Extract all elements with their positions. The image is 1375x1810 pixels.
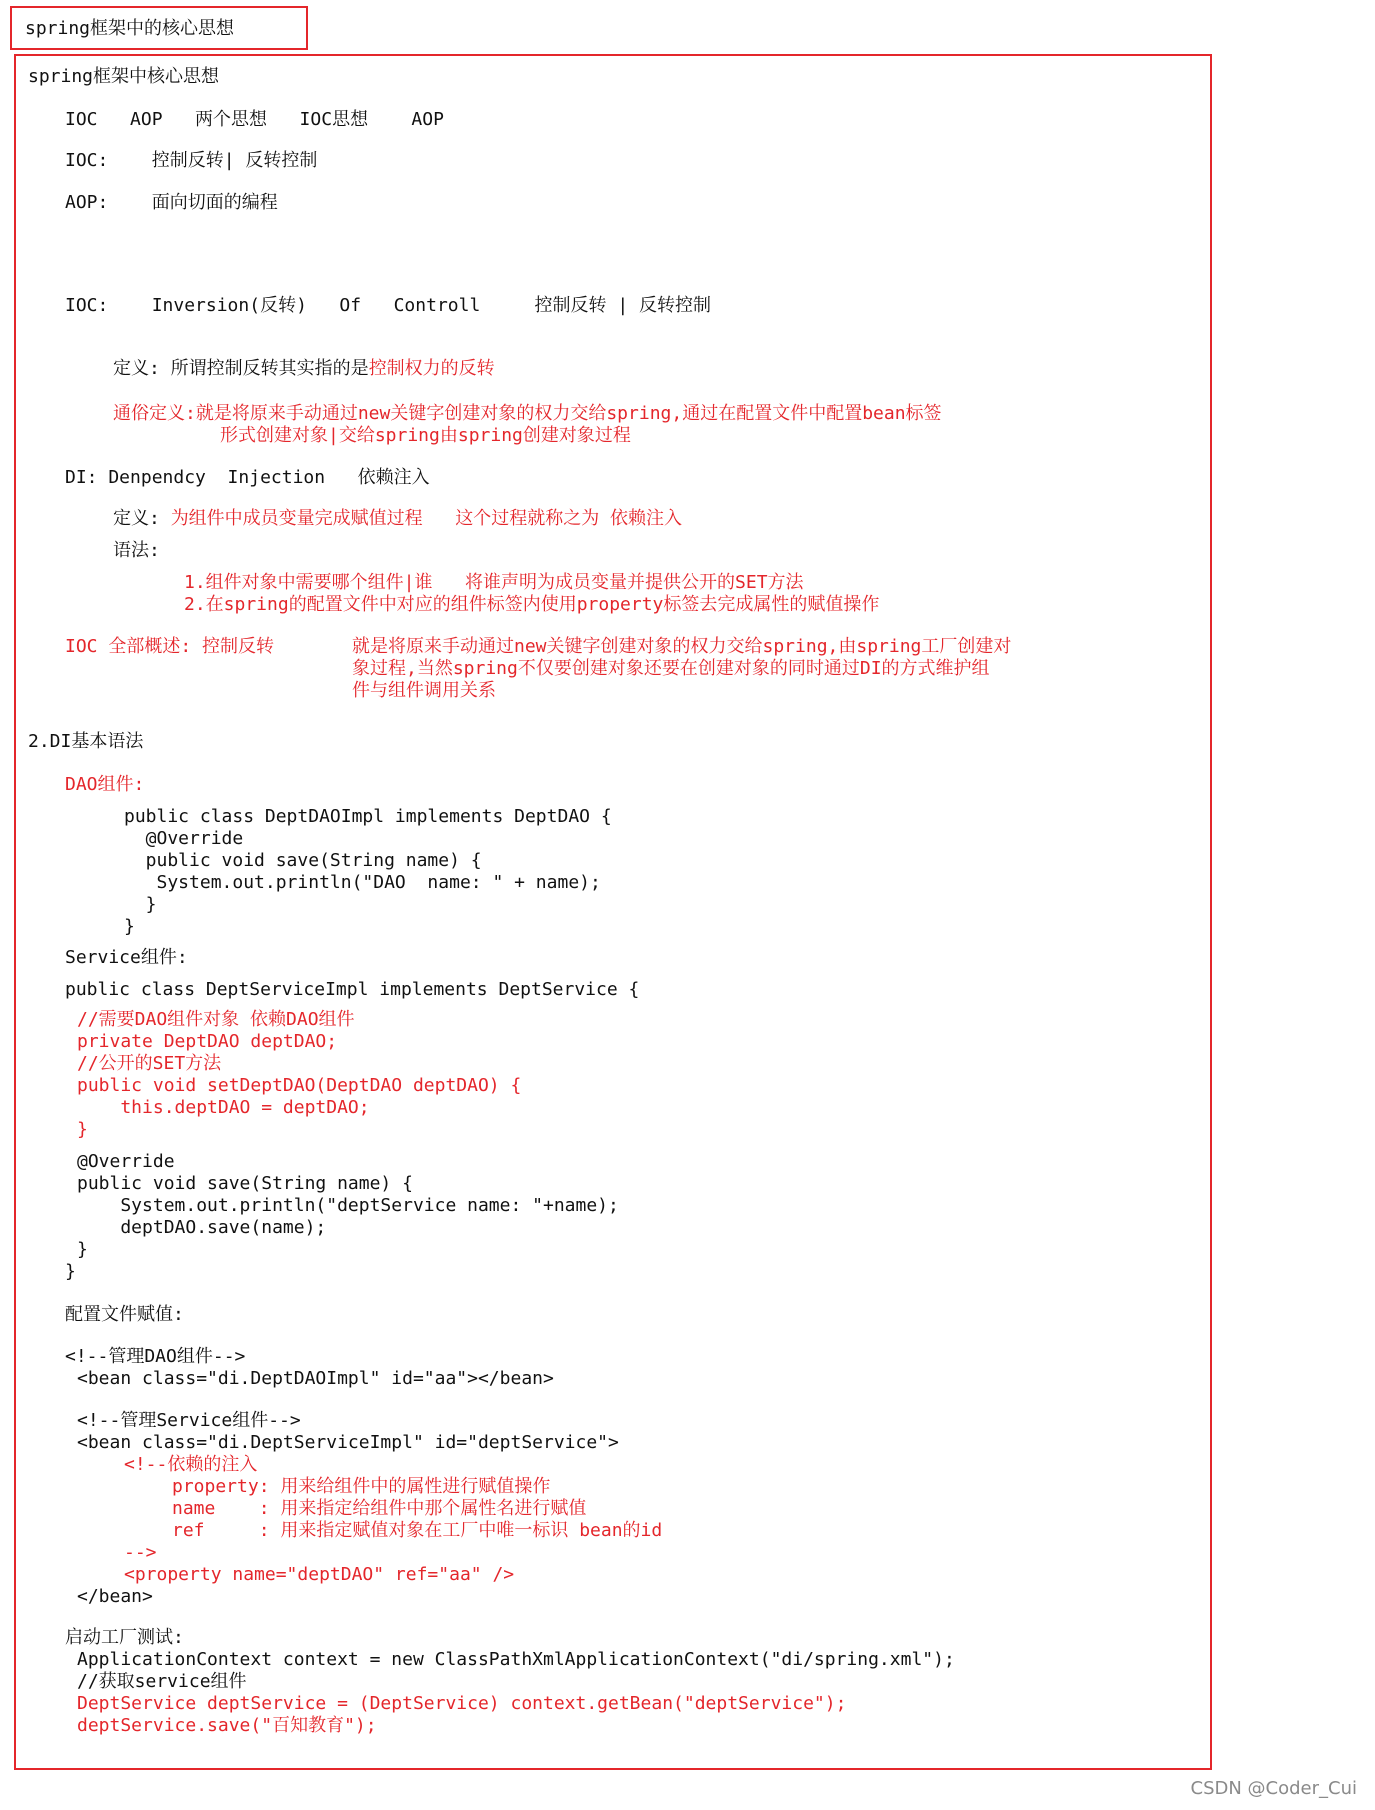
title-tag: spring框架中的核心思想 <box>25 18 235 39</box>
ioc-definition <box>113 358 495 380</box>
xml-line: property: 用来给组件中的属性进行赋值操作 <box>172 1476 551 1497</box>
xml-line: <bean class="di.DeptServiceImpl" id="deptService"> <box>77 1432 619 1453</box>
dao-code-line: public class DeptDAOImpl implements DeptDAO { <box>124 806 612 827</box>
ioc-summary-line3: 件与组件调用关系 <box>352 680 496 701</box>
test-code-line: //获取service组件 <box>77 1671 247 1692</box>
line-ioc-aop: IOC AOP 两个思想 IOC思想 AOP <box>65 109 444 130</box>
xml-line: --> <box>124 1542 157 1563</box>
test-code-line: ApplicationContext context = new ClassPathXmlApplicationContext("di/spring.xml"); <box>77 1649 955 1670</box>
service-code-line: @Override <box>77 1151 175 1172</box>
xml-line: <property name="deptDAO" ref="aa" /> <box>124 1564 515 1585</box>
syntax-item-2: 2.在spring的配置文件中对应的组件标签内使用property标签去完成属性的赋值操作 <box>184 594 880 615</box>
syntax-label: 语法: <box>113 540 160 561</box>
service-code-line: public void save(String name) { <box>77 1173 413 1194</box>
line-ioc-expansion: IOC: Inversion(反转) Of Controll 控制反转 | 反转控制 <box>65 295 711 316</box>
service-code-line: this.deptDAO = deptDAO; <box>77 1097 370 1118</box>
dao-label: DAO组件: <box>65 774 145 795</box>
config-label: 配置文件赋值: <box>65 1304 184 1325</box>
service-code-line: private DeptDAO deptDAO; <box>77 1031 338 1052</box>
dao-code-line: } <box>124 894 157 915</box>
service-code-line: deptDAO.save(name); <box>77 1217 327 1238</box>
service-code-line: } <box>77 1119 88 1140</box>
service-code-line: public class DeptServiceImpl implements DeptService { <box>65 979 640 1000</box>
service-code-line: //公开的SET方法 <box>77 1053 222 1074</box>
dao-code-line: System.out.println("DAO name: " + name); <box>124 872 601 893</box>
service-code-line: System.out.println("deptService name: "+name); <box>77 1195 619 1216</box>
di-heading: DI: Denpendcy Injection 依赖注入 <box>65 467 430 488</box>
ioc-definition-highlight: 控制权力的反转 <box>368 358 495 379</box>
dao-code-line: @Override <box>124 828 244 849</box>
xml-line: <!--管理Service组件--> <box>77 1410 301 1431</box>
syntax-item-1: 1.组件对象中需要哪个组件|谁 将谁声明为成员变量并提供公开的SET方法 <box>184 572 804 593</box>
service-code-line: } <box>77 1239 88 1260</box>
test-code-line: DeptService deptService = (DeptService) context.getBean("deptService"); <box>77 1693 847 1714</box>
di-definition <box>113 508 682 530</box>
service-code-line: public void setDeptDAO(DeptDAO deptDAO) { <box>77 1075 522 1096</box>
xml-line: <!--依赖的注入 <box>124 1454 258 1475</box>
popular-definition-line2: 形式创建对象|交给spring由spring创建对象过程 <box>220 425 631 446</box>
ioc-summary-line2: 象过程,当然spring不仅要创建对象还要在创建对象的同时通过DI的方式维护组 <box>352 658 990 679</box>
dao-code-line: public void save(String name) { <box>124 850 482 871</box>
service-label: Service组件: <box>65 947 188 968</box>
watermark: CSDN @Coder_Cui <box>1190 1778 1357 1799</box>
di-definition-text: 为组件中成员变量完成赋值过程 这个过程就称之为 依赖注入 <box>170 508 683 529</box>
ioc-summary-line1: 就是将原来手动通过new关键字创建对象的权力交给spring,由spring工厂创建对 <box>352 636 1012 657</box>
line-aop-def-short: AOP: 面向切面的编程 <box>65 192 278 213</box>
line-ioc-def-short: IOC: 控制反转| 反转控制 <box>65 150 318 171</box>
xml-line: <!--管理DAO组件--> <box>65 1346 246 1367</box>
ioc-definition-label: 定义: 所谓控制反转其实指的是 <box>113 358 369 379</box>
service-code-line: //需要DAO组件对象 依赖DAO组件 <box>77 1009 355 1030</box>
test-label: 启动工厂测试: <box>65 1627 184 1648</box>
service-code-line: } <box>65 1261 76 1282</box>
test-code-line: deptService.save("百知教育"); <box>77 1715 377 1736</box>
xml-line: <bean class="di.DeptDAOImpl" id="aa"></bean> <box>77 1368 554 1389</box>
ioc-summary-label: IOC 全部概述: 控制反转 <box>65 636 275 657</box>
dao-code-line: } <box>124 916 135 937</box>
xml-line: ref : 用来指定赋值对象在工厂中唯一标识 bean的id <box>172 1520 663 1541</box>
xml-line: name : 用来指定给组件中那个属性名进行赋值 <box>172 1498 587 1519</box>
main-heading: spring框架中核心思想 <box>28 66 220 87</box>
di-definition-label: 定义: <box>113 508 171 529</box>
section-2-heading: 2.DI基本语法 <box>28 731 144 752</box>
xml-line: </bean> <box>77 1586 153 1607</box>
popular-definition-line1: 通俗定义:就是将原来手动通过new关键字创建对象的权力交给spring,通过在配置文件中配置bean标签 <box>113 403 942 424</box>
